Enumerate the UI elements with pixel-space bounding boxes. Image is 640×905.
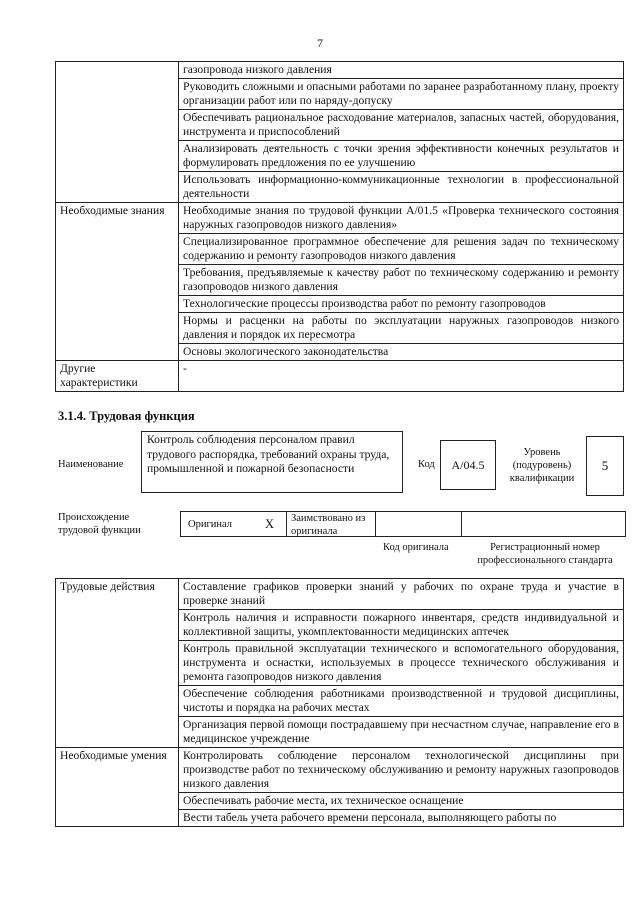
original-mark: X	[265, 517, 275, 531]
action-row: Организация первой помощи пострадавшему при несчастном случае, направление его в медицинское учреждение	[179, 717, 624, 748]
section-title: 3.1.4. Трудовая функция	[58, 409, 195, 423]
other-value: -	[179, 361, 624, 392]
divider	[375, 511, 376, 537]
knowledge-row: Специализированное программное обеспечение для решения задач по техническому содержанию и ремонту газопроводов низкого давления	[179, 234, 624, 265]
code-value: A/04.5	[440, 440, 496, 490]
name-label: Наименование	[58, 459, 124, 470]
skill-row: Руководить сложными и опасными работами по заранее разработанному плану, проекту организации работ или по наряду-допуску	[179, 79, 624, 110]
divider	[461, 511, 462, 537]
code-label: Код	[418, 459, 435, 470]
skills-label-cell	[56, 62, 179, 203]
knowledge-row: Необходимые знания по трудовой функции A/01.5 «Проверка технического состояния наружных газопроводов низкого давления»	[179, 203, 624, 234]
other-label: Другие характеристики	[56, 361, 179, 392]
skill-row: газопровода низкого давления	[179, 62, 624, 79]
skill-row: Анализировать деятельность с точки зрения эффективности конечных результатов и формулировать предложения по ее улучшению	[179, 141, 624, 172]
action-row: Составление графиков проверки знаний у рабочих по охране труда и участие в проверке знаний	[179, 579, 624, 610]
reg-number-caption: Регистрационный номер профессионального стандарта	[477, 542, 613, 566]
borrowed-label: Заимствовано из оригинала	[291, 513, 366, 537]
origin-label: Происхождение трудовой функции	[58, 512, 141, 536]
skill-row: Обеспечивать рабочие места, их техническое оснащение	[179, 793, 624, 810]
skill-row: Вести табель учета рабочего времени персонала, выполняющего работы по	[179, 810, 624, 827]
knowledge-row: Основы экологического законодательства	[179, 344, 624, 361]
action-row: Обеспечение соблюдения работниками производственной и трудовой дисциплины, чистоты и порядка на рабочих местах	[179, 686, 624, 717]
action-row: Контроль наличия и исправности пожарного инвентаря, средств индивидуальной и коллективной защиты, укомплектованности медицинских аптечек	[179, 610, 624, 641]
original-label: Оригинал	[188, 519, 232, 530]
divider	[286, 511, 287, 537]
code-original-caption: Код оригинала	[383, 542, 449, 553]
knowledge-row: Нормы и расценки на работы по эксплуатации наружных газопроводов низкого давления и порядок их пересмотра	[179, 313, 624, 344]
level-label: Уровень (подуровень) квалификации	[509, 447, 575, 484]
action-row: Контроль правильной эксплуатации технического и вспомогательного оборудования, инструмента и оснастки, используемых в процессе технического обслуживания и ремонта газопроводов низкого давления	[179, 641, 624, 686]
knowledge-row: Технологические процессы производства работ по ремонту газопроводов	[179, 296, 624, 313]
skill-row: Использовать информационно-коммуникационные технологии в профессиональной деятельности	[179, 172, 624, 203]
level-value: 5	[586, 436, 624, 496]
page-number: 7	[317, 36, 323, 50]
origin-row	[180, 511, 626, 537]
top-table	[55, 61, 624, 392]
skills-label: Необходимые умения	[56, 748, 179, 827]
actions-label: Трудовые действия	[56, 579, 179, 748]
bottom-table	[55, 578, 624, 827]
skill-row: Контролировать соблюдение персоналом технологической дисциплины при производстве работ по техническому обслуживанию и ремонту наружных газопроводов низкого давления	[179, 748, 624, 793]
skill-row: Обеспечивать рациональное расходование материалов, запасных частей, оборудования, инструмента и приспособлений	[179, 110, 624, 141]
knowledge-label: Необходимые знания	[56, 203, 179, 361]
name-value: Контроль соблюдения персоналом правил трудового распорядка, требований охраны труда, промышленной и пожарной безопасности	[141, 431, 403, 493]
knowledge-row: Требования, предъявляемые к качеству работ по техническому содержанию и ремонту газопроводов низкого давления	[179, 265, 624, 296]
